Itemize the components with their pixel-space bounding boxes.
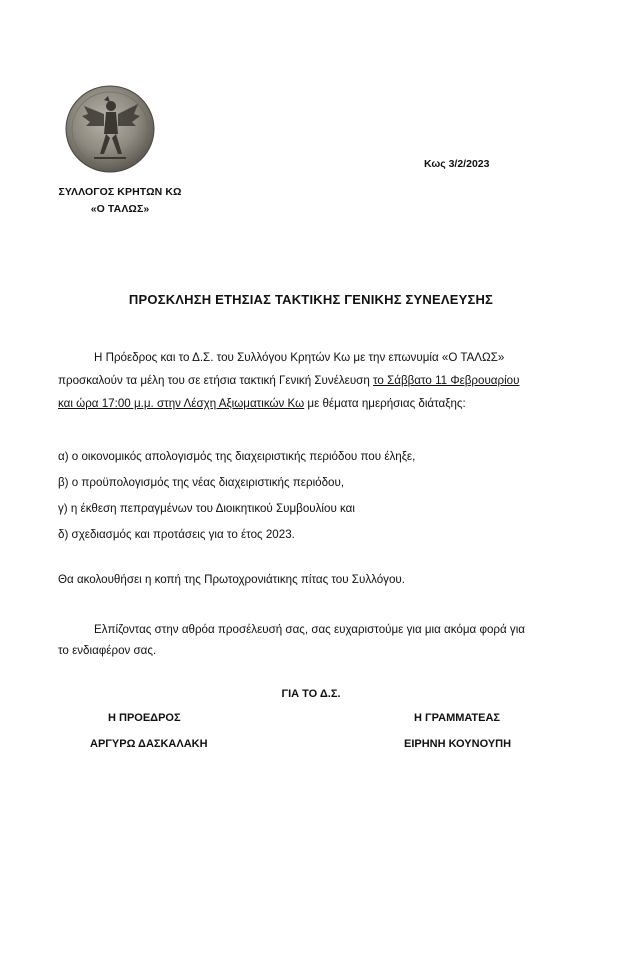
secretary-name: ΕΙΡΗΝΗ ΚΟΥΝΟΥΠΗ	[404, 738, 512, 750]
agenda-item: γ) η έκθεση πεπραγμένων του Διοικητικού Συμβουλίου και	[58, 502, 355, 515]
agenda-item: α) ο οικονομικός απολογισμός της διαχειριστικής περιόδου που έληξε,	[58, 450, 416, 463]
org-name-line: ΣΥΛΛΟΓΟΣ ΚΡΗΤΩΝ ΚΩ	[58, 186, 182, 198]
president-name: ΑΡΓΥΡΩ ΔΑΣΚΑΛΑΚΗ	[90, 738, 208, 750]
president-title: Η ΠΡΟΕΔΡΟΣ	[108, 712, 181, 724]
intro-line-1: Η Πρόεδρος και το Δ.Σ. του Συλλόγου Κρητών Κω με την επωνυμία «Ο ΤΑΛΩΣ»	[94, 351, 505, 364]
org-nickname-line: «Ο ΤΑΛΩΣ»	[90, 203, 150, 215]
document-title: ΠΡΟΣΚΛΗΣΗ ΕΤΗΣΙΑΣ ΤΑΚΤΙΚΗΣ ΓΕΝΙΚΗΣ ΣΥΝΕΛΕΥΣΗΣ	[128, 292, 494, 307]
document-date: Κως 3/2/2023	[424, 158, 490, 170]
intro-text: με θέματα ημερήσιας διάταξης:	[304, 397, 466, 410]
agenda-item: β) ο προϋπολογισμός της νέας διαχειριστικής περιόδου,	[58, 476, 345, 489]
agenda-list	[58, 444, 415, 548]
meeting-date: το Σάββατο 11 Φεβρουαρίου	[373, 374, 520, 387]
thanks-paragraph	[58, 619, 578, 661]
intro-line-2	[58, 369, 578, 392]
organization-name	[50, 184, 190, 218]
thanks-line-2: το ενδιαφέρον σας.	[58, 644, 157, 657]
intro-paragraph	[58, 346, 578, 415]
for-board-heading: ΓΙΑ ΤΟ Δ.Σ.	[281, 688, 341, 700]
intro-text: προσκαλούν τα μέλη του σε ετήσια τακτική Γενική Συνέλευση	[58, 374, 373, 387]
talos-coin-logo	[64, 84, 156, 174]
thanks-line-1: Ελπίζοντας στην αθρόα προσέλευσή σας, σας ευχαριστούμε για μια ακόμα φορά για	[94, 623, 526, 636]
meeting-time-place: και ώρα 17:00 μ.μ. στην Λέσχη Αξιωματικών Κω	[58, 397, 305, 410]
cake-cutting-note: Θα ακολουθήσει η κοπή της Πρωτοχρονιάτικης πίτας του Συλλόγου.	[58, 573, 405, 586]
agenda-item: δ) σχεδιασμός και προτάσεις για το έτος 2023.	[58, 528, 295, 541]
secretary-title: Η ΓΡΑΜΜΑΤΕΑΣ	[414, 712, 501, 724]
intro-line-3	[58, 392, 578, 415]
